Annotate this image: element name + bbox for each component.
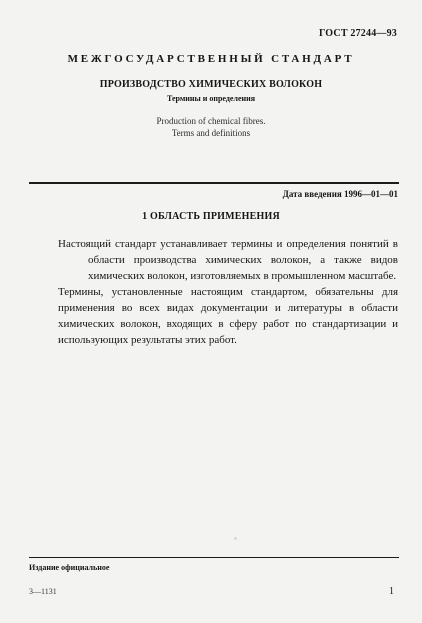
effective-date: Дата введения 1996—01—01 — [282, 189, 398, 199]
title-en-block — [0, 115, 422, 139]
body-text — [58, 236, 398, 348]
scan-mark — [234, 537, 237, 540]
title-block — [0, 79, 422, 103]
title-ru: ПРОИЗВОДСТВО ХИМИЧЕСКИХ ВОЛОКОН — [99, 79, 323, 90]
section-heading: 1 ОБЛАСТЬ ПРИМЕНЕНИЯ — [142, 211, 280, 222]
main-title: МЕЖГОСУДАРСТВЕННЫЙ СТАНДАРТ — [67, 53, 355, 65]
document-code: ГОСТ 27244—93 — [318, 28, 397, 39]
top-divider — [29, 182, 399, 184]
subtitle-ru: Термины и определения — [166, 94, 256, 103]
paragraph-2: Термины, установленные настоящим стандартом, обязательны для применения во всех видах документации и литературы в области химических волокон, входящих в сферу работ по стандартизации и использующих результаты этих работ. — [58, 286, 398, 346]
page-number: 1 — [389, 586, 394, 597]
bottom-divider — [29, 557, 399, 558]
print-code: 3—1131 — [29, 587, 57, 596]
title-en: Production of chemical fibres. — [156, 116, 266, 126]
official-edition-label: Издание официальное — [29, 563, 110, 572]
paragraph-1: Настоящий стандарт устанавливает термины и определения понятий в области производства химических волокон, а также видов химических волокон, изготовляемых в промышленном масштабе. — [58, 238, 398, 282]
subtitle-en: Terms and definitions — [171, 128, 251, 138]
